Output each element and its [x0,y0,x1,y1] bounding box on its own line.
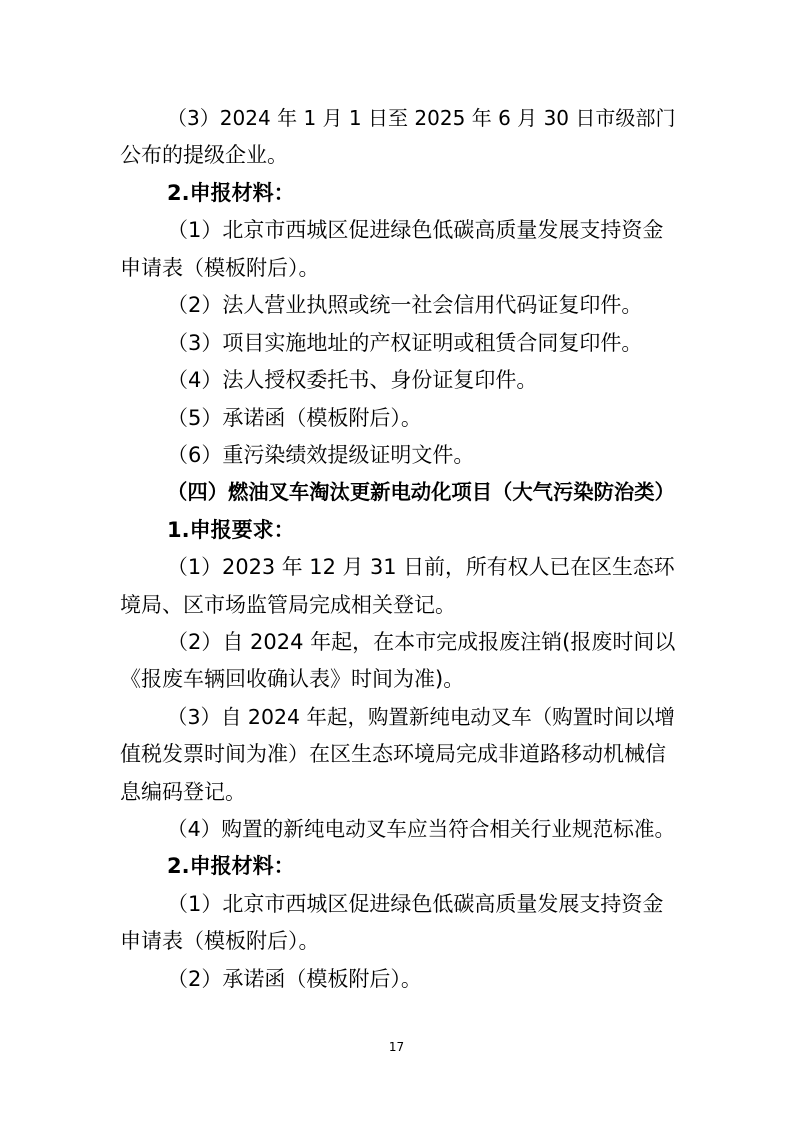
paragraph-line: （4）购置的新纯电动叉车应当符合相关行业规范标准。 [167,817,676,841]
paragraph-line: （2）自 2024 年起，在本市完成报废注销(报废时间以 [167,630,676,654]
paragraph-line: 息编码登记。 [120,780,246,804]
paragraph-line: （3）项目实施地址的产权证明或租赁合同复印件。 [167,331,643,355]
paragraph-line: 境局、区市场监管局完成相关登记。 [120,593,456,617]
subsection-heading: （四）燃油叉车淘汰更新电动化项目（大气污染防治类） [167,480,675,504]
paragraph-line: （1）北京市西城区促进绿色低碳高质量发展支持资金 [167,892,664,916]
paragraph-line: （6）重污染绩效提级证明文件。 [167,443,475,467]
paragraph-line: （5）承诺函（模板附后）。 [167,406,422,430]
paragraph-line: 公布的提级企业。 [120,143,288,167]
paragraph-line: （4）法人授权委托书、身份证复印件。 [167,368,538,392]
paragraph-line: （2）承诺函（模板附后）。 [167,967,422,991]
paragraph-line: 《报废车辆回收确认表》时间为准)。 [120,667,465,691]
paragraph-line: （3）2024 年 1 月 1 日至 2025 年 6 月 30 日市级部门 [167,106,676,130]
paragraph-line: （2）法人营业执照或统一社会信用代码证复印件。 [167,293,643,317]
paragraph-line: 值税发票时间为准）在区生态环境局完成非道路移动机械信 [120,742,666,766]
section-heading: 2.申报材料： [167,181,295,205]
section-heading: 1.申报要求： [167,518,295,542]
paragraph-line: （1）2023 年 12 月 31 日前，所有权人已在区生态环 [167,555,675,579]
paragraph-line: 申请表（模板附后）。 [120,929,320,953]
section-heading: 2.申报材料： [167,854,295,878]
paragraph-line: （3）自 2024 年起，购置新纯电动叉车（购置时间以增 [167,705,675,729]
paragraph-line: 申请表（模板附后）。 [120,256,320,280]
paragraph-line: （1）北京市西城区促进绿色低碳高质量发展支持资金 [167,218,664,242]
page-number: 17 [388,1040,405,1054]
